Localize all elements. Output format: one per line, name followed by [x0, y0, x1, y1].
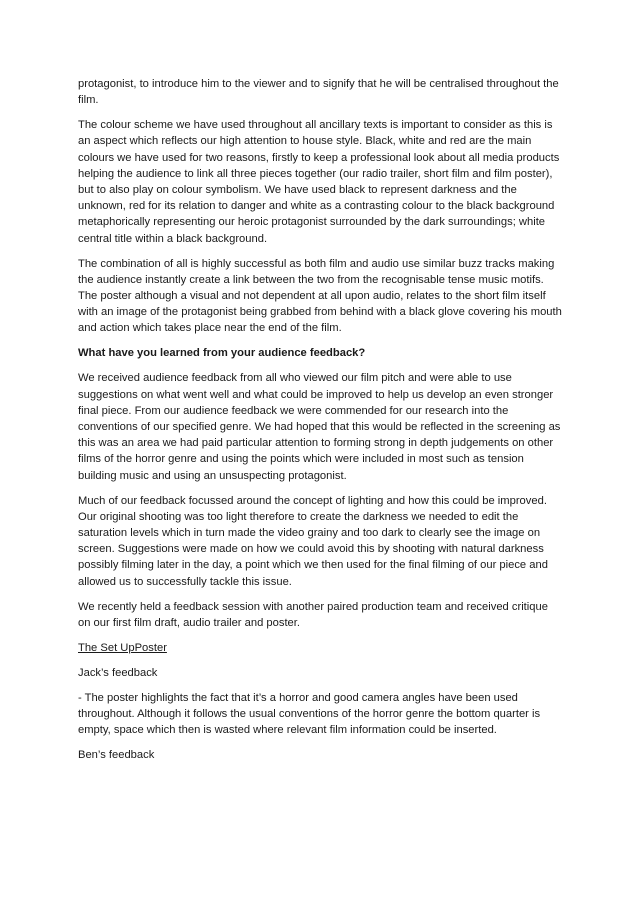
- paragraph-jacks-feedback: - The poster highlights the fact that it’s a horror and good camera angles have been used throughout. Although it follows the usual conventions of the horror genre the bottom quarter is empty, space which then is wasted where relevant film information could be inserted.: [78, 691, 541, 737]
- label-bens-feedback: Ben’s feedback: [78, 749, 155, 762]
- label-jacks-feedback: Jack’s feedback: [78, 666, 158, 679]
- paragraph-received-feedback: We received audience feedback from all who viewed our film pitch and were able to use suggestions on what went well and what could be improved to help us develop an even stronger final piece. From our audience feedback we were commended for our research into the conventions of our specified genre. We had hoped that this would be reflected in the screening as this was an area we had paid particular attention to forming strong in depth judgements on other films of the horror genre and using the points which were included in most such as tension building music and using an unsuspecting protagonist.: [78, 372, 561, 482]
- paragraph-combination: The combination of all is highly successful as both film and audio use similar buzz tracks making the audience instantly create a link between the two from the recognisable tense music motifs. The poster although a visual and not dependent at all upon audio, relates to the short film itself with an image of the protagonist being grabbed from behind with a black glove covering his mouth and action which takes place near the end of the film.: [78, 257, 562, 335]
- paragraph-colour-scheme: The colour scheme we have used throughout all ancillary texts is important to consider as this is an aspect which reflects our high attention to house style. Black, white and red are the main colours we have used for two reasons, firstly to keep a professional look about all media products helping the audience to link all three pieces together (our radio trailer, short film and film poster), but to also play on colour symbolism. We have used black to represent darkness and the unknown, red for its relation to danger and white as a contrasting colour to the black background metaphorically representing our heroic protagonist surrounded by the dark surroundings; white central title within a black background.: [78, 119, 560, 245]
- paragraph-lighting-feedback: Much of our feedback focussed around the concept of lighting and how this could be improved. Our original shooting was too light therefore to create the darkness we needed to edit the saturation levels which in turn made the video grainy and too dark to clearly see the image on screen. Suggestions were made on how we could avoid this by shooting with natural darkness possibly filming later in the day, a point which we then used for the final filming of our piece and allowed us to successfully tackle this issue.: [78, 494, 548, 588]
- document-page: [78, 76, 562, 772]
- subheading-set-up-poster: The Set UpPoster: [78, 641, 167, 654]
- paragraph-feedback-session: We recently held a feedback session with another paired production team and received critique on our first film draft, audio trailer and poster.: [78, 600, 548, 629]
- paragraph-protagonist-intro: protagonist, to introduce him to the viewer and to signify that he will be centralised throughout the film.: [78, 78, 559, 107]
- section-heading-audience-feedback: What have you learned from your audience feedback?: [78, 347, 366, 360]
